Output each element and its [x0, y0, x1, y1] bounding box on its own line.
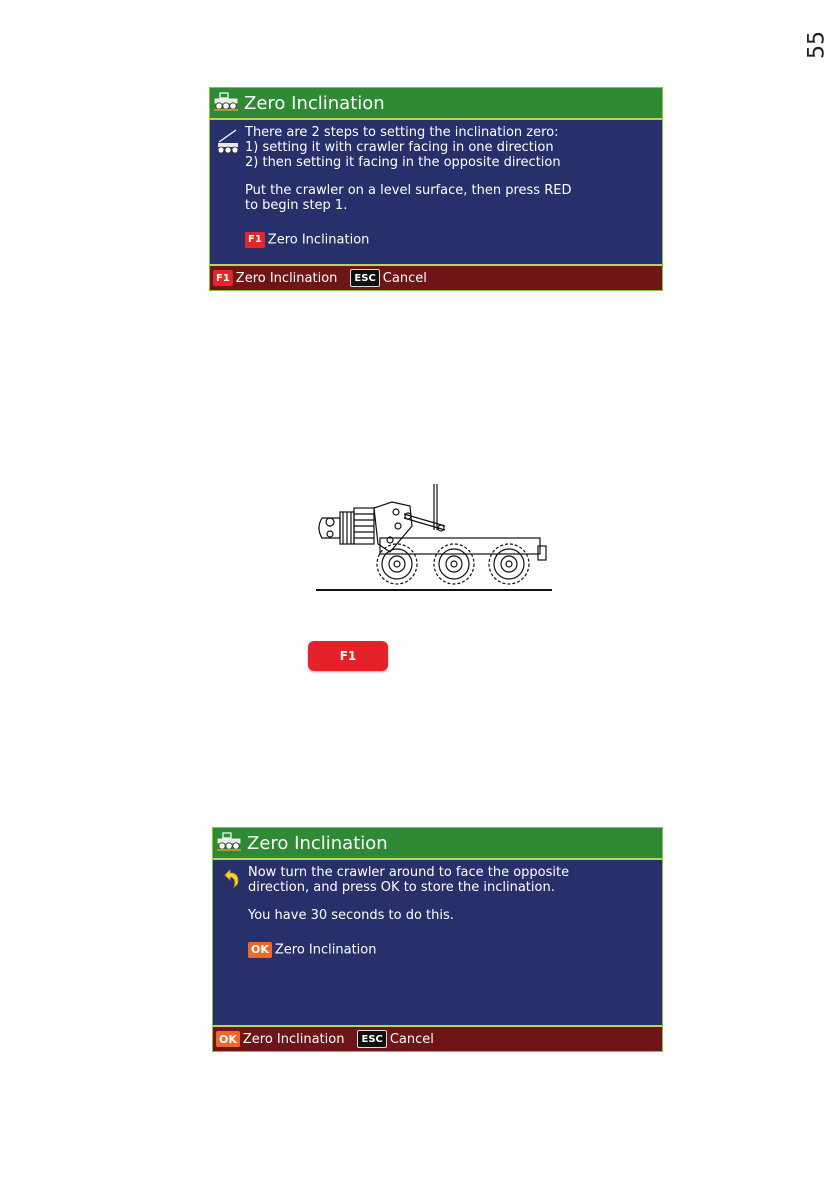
screen-title: Zero Inclination	[244, 92, 385, 114]
footer-bar	[210, 264, 662, 290]
f1-key-icon: F1	[245, 232, 265, 248]
zero-inclination-screen-step1	[209, 87, 663, 291]
instruction-line-2: direction, and press OK to store the inclination.	[248, 880, 555, 895]
f1-key-icon: F1	[213, 270, 233, 286]
instruction-line-4: Put the crawler on a level surface, then press RED	[245, 183, 572, 198]
action-label: Zero Inclination	[274, 942, 377, 958]
crawler-illustration	[310, 482, 555, 594]
title-bar	[210, 88, 662, 120]
esc-key-icon: ESC	[357, 1030, 386, 1048]
zero-inclination-screen-step2	[212, 827, 663, 1052]
instruction-line-5: to begin step 1.	[245, 198, 348, 213]
footer-bar	[213, 1025, 662, 1051]
f1-button[interactable]: F1	[308, 641, 388, 671]
footer-zero-inclination-button[interactable]	[213, 270, 337, 286]
instruction-line-2: 1) setting it with crawler facing in one direction	[245, 140, 554, 155]
footer-zero-inclination-button[interactable]	[216, 1031, 344, 1047]
footer-label: Cancel	[382, 270, 427, 286]
zero-inclination-action[interactable]	[248, 942, 376, 959]
instruction-line-1: Now turn the crawler around to face the opposite	[248, 865, 570, 880]
screen-body	[213, 860, 662, 1026]
ok-key-icon: OK	[248, 942, 272, 958]
footer-label: Cancel	[389, 1031, 434, 1047]
screen-title: Zero Inclination	[247, 832, 388, 854]
footer-label: Zero Inclination	[235, 270, 338, 286]
instruction-line-3: You have 30 seconds to do this.	[248, 908, 454, 923]
page-number: 55	[804, 31, 830, 59]
action-label: Zero Inclination	[267, 232, 370, 248]
crawler-icon	[214, 91, 238, 115]
title-bar	[213, 828, 662, 860]
screen-body	[210, 120, 662, 265]
crawler-icon	[217, 831, 241, 855]
inclination-icon	[216, 128, 240, 158]
ok-key-icon: OK	[216, 1031, 240, 1047]
footer-label: Zero Inclination	[242, 1031, 345, 1047]
instruction-line-1: There are 2 steps to setting the inclination zero:	[245, 125, 559, 140]
instruction-line-3: 2) then setting it facing in the opposite direction	[245, 155, 561, 170]
esc-key-icon: ESC	[350, 269, 379, 287]
back-arrow-icon	[221, 868, 241, 892]
footer-cancel-button[interactable]	[350, 269, 426, 287]
footer-cancel-button[interactable]	[357, 1030, 433, 1048]
zero-inclination-action[interactable]	[245, 232, 369, 249]
